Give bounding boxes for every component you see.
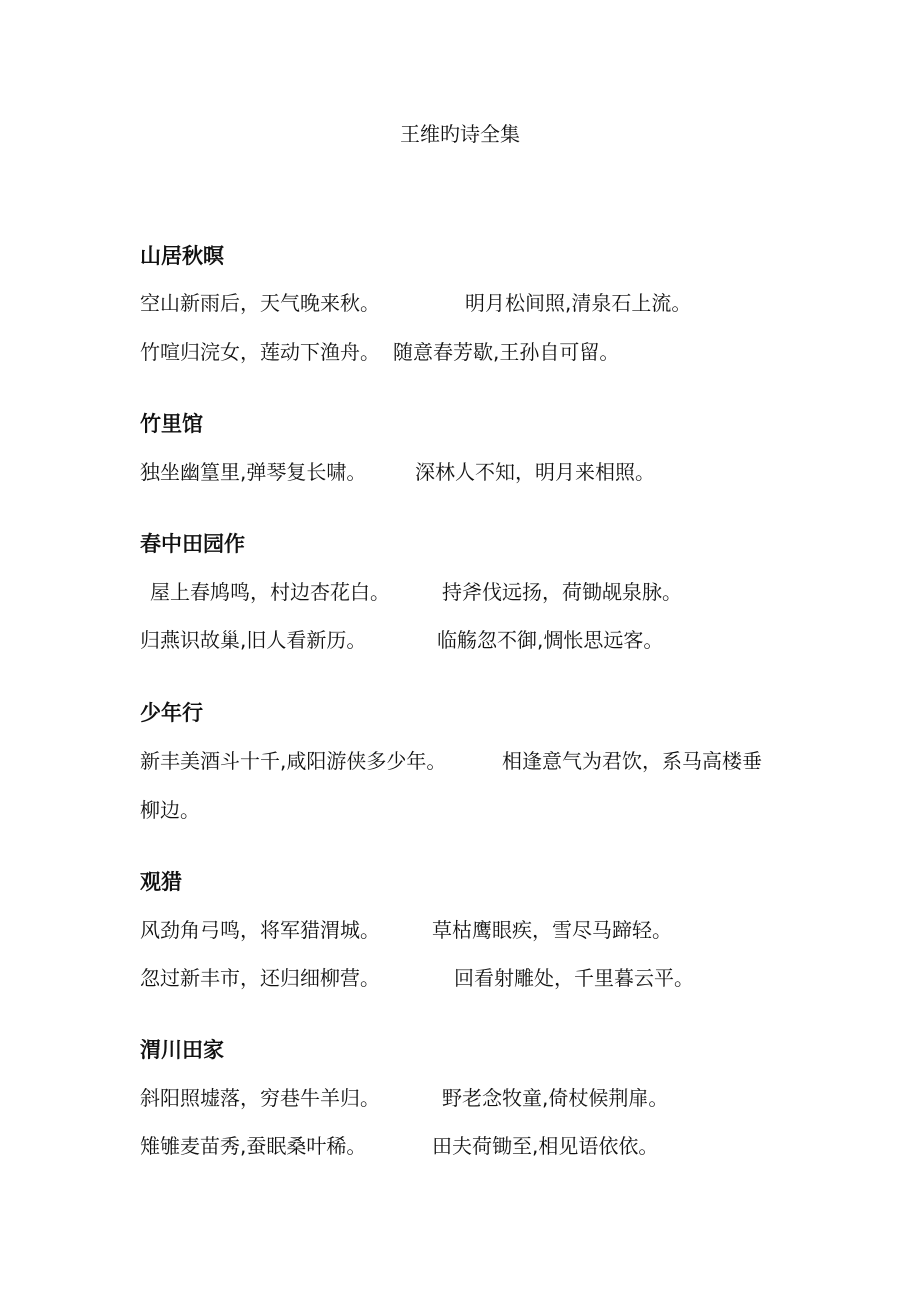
poem-title: 观猎	[140, 870, 182, 894]
poem-line	[140, 458, 655, 486]
poem-line	[140, 796, 200, 824]
line-second-half: 持斧伐远扬，荷锄觇泉脉。	[442, 580, 682, 604]
line-second-half: 草枯鹰眼疾，雪尽马蹄轻。	[432, 918, 672, 942]
poem-line	[140, 1084, 668, 1112]
line-first-half: 斜阳照墟落，穷巷牛羊归。	[140, 1086, 380, 1110]
poem-line	[140, 747, 762, 775]
line-first-half: 竹喧归浣女，莲动下渔舟。	[140, 340, 380, 364]
poem-line	[140, 626, 663, 654]
poem-title: 竹里馆	[140, 412, 203, 436]
line-second-half: 田夫荷锄至,相见语依依。	[432, 1134, 659, 1158]
line-first-half: 屋上春鸠鸣，村边杏花白。	[150, 580, 390, 604]
poem-line	[140, 1132, 658, 1160]
line-second-half: 回看射雕处，千里暮云平。	[454, 966, 694, 990]
poem-line	[140, 964, 694, 992]
poem-title: 山居秋暝	[140, 244, 224, 268]
line-first-half: 独坐幽篁里,弹琴复长啸。	[140, 460, 367, 484]
line-first-half: 归燕识故巢,旧人看新历。	[140, 628, 367, 652]
poem-line	[140, 289, 691, 317]
line-continuation: 柳边。	[140, 798, 200, 822]
line-second-half: 随意春芳歇,王孙自可留。	[393, 340, 620, 364]
line-second-half: 深林人不知，明月来相照。	[415, 460, 655, 484]
poem-title: 少年行	[140, 701, 203, 725]
line-second-half: 临觞忽不御,惆怅思远客。	[437, 628, 664, 652]
line-second-half: 相逢意气为君饮，系马高楼垂	[502, 749, 762, 773]
line-second-half: 野老念牧童,倚杖候荆扉。	[442, 1086, 669, 1110]
line-first-half: 新丰美酒斗十千,咸阳游侠多少年。	[140, 749, 447, 773]
poem-line	[140, 916, 672, 944]
line-first-half: 风劲角弓鸣，将军猎渭城。	[140, 918, 380, 942]
poem-title: 渭川田家	[140, 1038, 224, 1062]
line-second-half: 明月松间照,清泉石上流。	[465, 291, 692, 315]
poem-title: 春中田园作	[140, 532, 245, 556]
poem-line	[140, 338, 619, 366]
poem-line	[150, 578, 682, 606]
line-first-half: 忽过新丰市，还归细柳营。	[140, 966, 380, 990]
line-first-half: 空山新雨后，天气晚来秋。	[140, 291, 380, 315]
document-title: 王维旳诗全集	[400, 122, 520, 146]
line-first-half: 雉雊麦苗秀,蚕眠桑叶稀。	[140, 1134, 367, 1158]
